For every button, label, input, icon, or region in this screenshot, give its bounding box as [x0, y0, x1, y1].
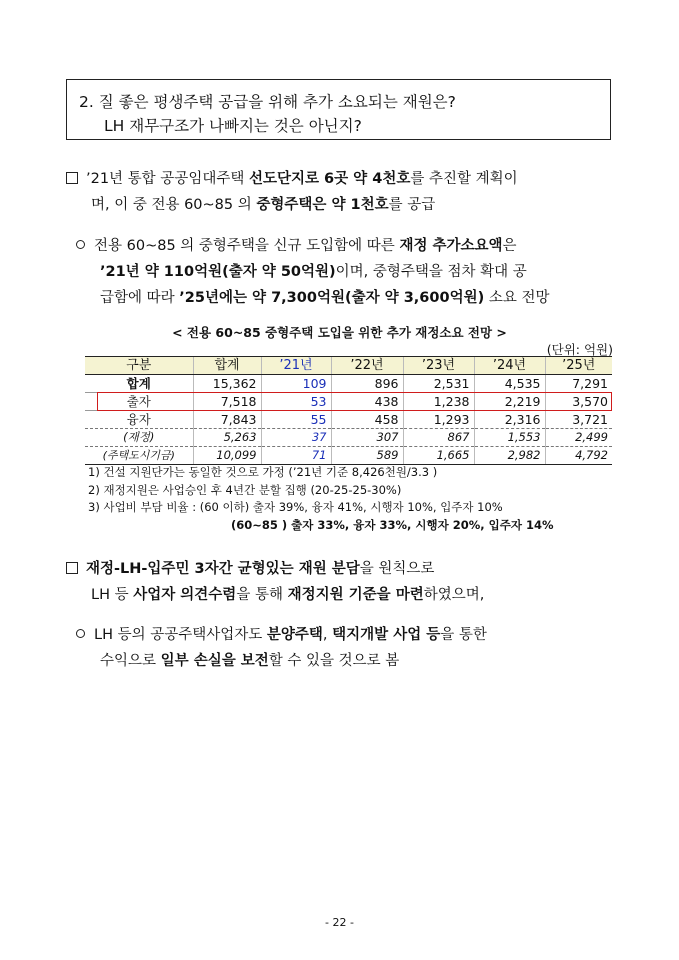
table-header: 합계	[193, 357, 261, 375]
table-cell: 3,721	[545, 411, 612, 429]
table-row-total	[85, 375, 612, 393]
table-note-1: 1) 건설 지원단가는 동일한 것으로 가정 (’21년 기준 8,426천원/3.3 )	[88, 465, 438, 479]
table-cell: 458	[331, 411, 403, 429]
table-cell: (재정)	[85, 429, 193, 447]
table-cell: 4,535	[474, 375, 545, 393]
table-cell: 1,553	[474, 429, 545, 447]
table-header: ’24년	[474, 357, 545, 375]
table-cell: 37	[261, 429, 331, 447]
table-cell: 10,099	[193, 447, 261, 465]
budget-table	[85, 356, 612, 465]
table-title: < 전용 60~85 중형주택 도입을 위한 추가 재정소요 전망 >	[172, 325, 507, 340]
table-header: ’23년	[403, 357, 474, 375]
circle-bullet-icon	[76, 240, 85, 249]
table-note-2: 2) 재정지원은 사업승인 후 4년간 분할 집행 (20-25-25-30%)	[88, 483, 402, 497]
table-header: ’22년	[331, 357, 403, 375]
table-cell: 출자	[85, 393, 193, 411]
table-cell: 2,316	[474, 411, 545, 429]
table-cell: 15,362	[193, 375, 261, 393]
square-bullet-icon	[66, 562, 78, 574]
table-header: ’21년	[261, 357, 331, 375]
table-cell: 109	[261, 375, 331, 393]
circle-bullet-icon	[76, 629, 85, 638]
table-row-housing-fund	[85, 447, 612, 465]
table-cell: 867	[403, 429, 474, 447]
square-bullet-icon	[66, 172, 78, 184]
table-cell: 5,263	[193, 429, 261, 447]
table-cell: 7,518	[193, 393, 261, 411]
table-cell: 55	[261, 411, 331, 429]
paragraph-3: 재정-LH-입주민 3자간 균형있는 재원 분담을 원칙으로 LH 등 사업자 의견수렴을 통해 재정지원 기준을 마련하였으며,	[66, 556, 484, 608]
question-box	[66, 79, 611, 140]
table-cell: 896	[331, 375, 403, 393]
table-header: 구분	[85, 357, 193, 375]
question-line-1: 2. 질 좋은 평생주택 공급을 위해 추가 소요되는 재원은?	[79, 93, 456, 111]
table-cell: 2,499	[545, 429, 612, 447]
table-unit: (단위: 억원)	[546, 342, 613, 357]
table-cell: 1,293	[403, 411, 474, 429]
table-row-investment	[85, 393, 612, 411]
table-header-row	[85, 357, 612, 375]
table-row-loan	[85, 411, 612, 429]
page-number: - 22 -	[325, 916, 354, 929]
table-header: ’25년	[545, 357, 612, 375]
table-cell: 3,570	[545, 393, 612, 411]
table-cell: 589	[331, 447, 403, 465]
paragraph-1: ’21년 통합 공공임대주택 선도단지로 6곳 약 4천호를 추진할 계획이 며, 이 중 전용 60~85 의 중형주택은 약 1천호를 공급	[66, 166, 518, 218]
question-line-2: LH 재무구조가 나빠지는 것은 아닌지?	[104, 117, 362, 135]
table-note-3: 3) 사업비 부담 비율 : (60 이하) 출자 39%, 융자 41%, 시행자 10%, 입주자 10%	[88, 500, 503, 514]
table-cell: 1,665	[403, 447, 474, 465]
table-cell: 2,982	[474, 447, 545, 465]
paragraph-4: LH 등의 공공주택사업자도 분양주택, 택지개발 사업 등을 통한 수익으로 일부 손실을 보전할 수 있을 것으로 봄	[76, 622, 487, 674]
table-cell: 2,219	[474, 393, 545, 411]
table-note-4: (60~85 ) 출자 33%, 융자 33%, 시행자 20%, 입주자 14%	[231, 518, 554, 532]
table-cell: 2,531	[403, 375, 474, 393]
table-cell: 4,792	[545, 447, 612, 465]
table-row-fiscal	[85, 429, 612, 447]
table-cell: (주택도시기금)	[85, 447, 193, 465]
paragraph-2: 전용 60~85 의 중형주택을 신규 도입함에 따른 재정 추가소요액은 ’21년 약 110억원(출자 약 50억원)이며, 중형주택을 점차 확대 공 급함에 따라 ’25년에는 약 7,300억원(출자 약 3,600억원) 소요 전망	[76, 233, 549, 311]
table-cell: 합계	[126, 376, 151, 391]
table-cell: 7,291	[545, 375, 612, 393]
table-cell: 438	[331, 393, 403, 411]
table-cell: 7,843	[193, 411, 261, 429]
table-cell: 1,238	[403, 393, 474, 411]
table-cell: 71	[261, 447, 331, 465]
table-cell: 53	[261, 393, 331, 411]
table-cell: 융자	[85, 411, 193, 429]
table-cell: 307	[331, 429, 403, 447]
